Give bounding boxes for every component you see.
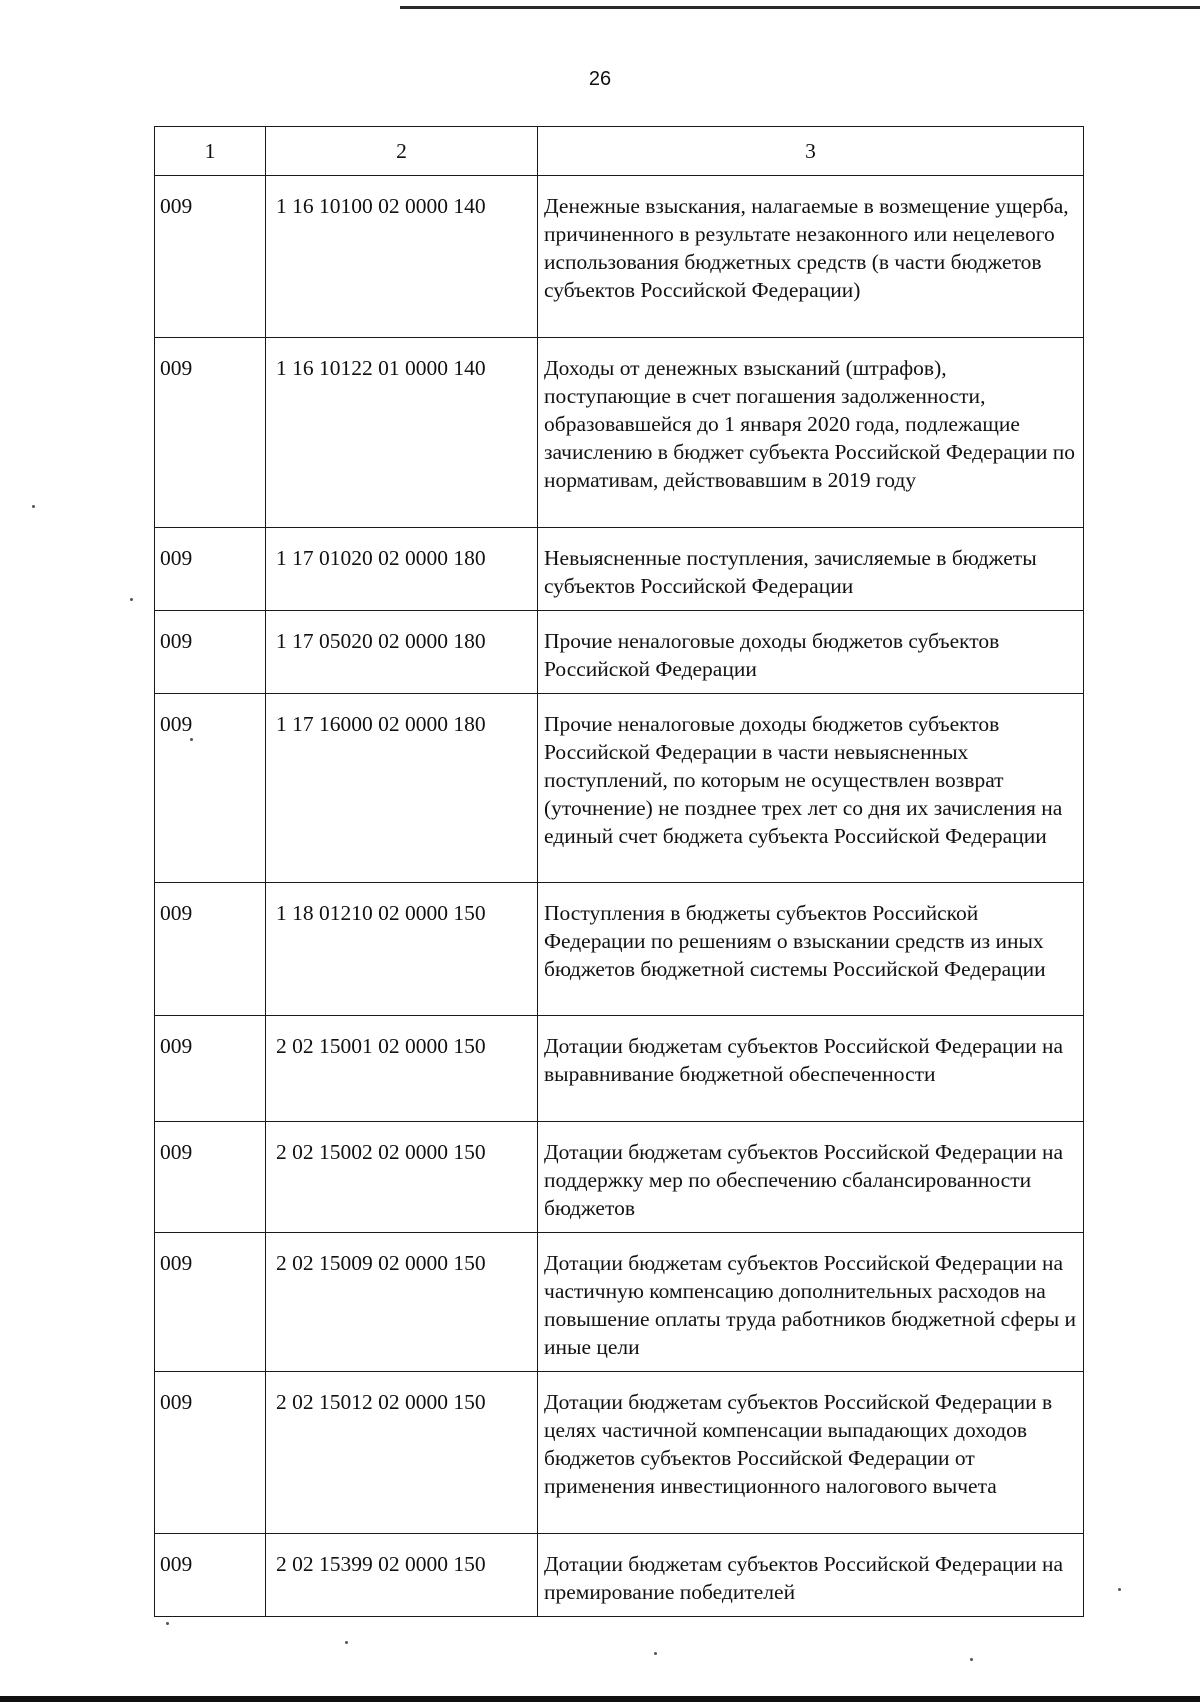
column-header-1: 1 — [155, 127, 266, 176]
budget-code-cell: 2 02 15012 02 0000 150 — [266, 1372, 538, 1534]
table-header-row — [155, 127, 1084, 176]
scan-speck — [345, 1641, 348, 1644]
budget-code-cell: 1 18 01210 02 0000 150 — [266, 883, 538, 1016]
agency-code-cell: 009 — [155, 694, 266, 883]
column-header-2: 2 — [266, 127, 538, 176]
table-row — [155, 528, 1084, 611]
page-number: 26 — [588, 68, 612, 90]
table-row — [155, 1233, 1084, 1372]
description-cell: Доходы от денежных взысканий (штрафов), поступающие в счет погашения задолженности, образовавшейся до 1 января 2020 года, подлежащие зачислению в бюджет субъекта Российской Федерации по нормативам, действовавшим в 2019 году — [538, 338, 1084, 528]
table-row — [155, 694, 1084, 883]
agency-code-cell: 009 — [155, 1016, 266, 1122]
agency-code-cell: 009 — [155, 176, 266, 338]
description-cell: Поступления в бюджеты субъектов Российской Федерации по решениям о взыскании средств из иных бюджетов бюджетной системы Российской Федерации — [538, 883, 1084, 1016]
agency-code-cell: 009 — [155, 1233, 266, 1372]
agency-code-cell: 009 — [155, 1122, 266, 1233]
scan-bottom-rule — [0, 1696, 1200, 1702]
agency-code-cell: 009 — [155, 611, 266, 694]
description-cell: Дотации бюджетам субъектов Российской Федерации на выравнивание бюджетной обеспеченности — [538, 1016, 1084, 1122]
income-codes-table — [154, 126, 1084, 1617]
description-cell: Дотации бюджетам субъектов Российской Федерации в целях частичной компенсации выпадающих доходов бюджетов субъектов Российской Федерации от применения инвестиционного налогового вычета — [538, 1372, 1084, 1534]
budget-code-cell: 1 16 10100 02 0000 140 — [266, 176, 538, 338]
table-row — [155, 883, 1084, 1016]
budget-code-cell: 2 02 15002 02 0000 150 — [266, 1122, 538, 1233]
scan-top-rule — [400, 6, 1200, 9]
table-row — [155, 1372, 1084, 1534]
table-row — [155, 1534, 1084, 1617]
scan-speck — [970, 1658, 973, 1661]
scan-speck — [1118, 1588, 1121, 1591]
description-cell: Дотации бюджетам субъектов Российской Федерации на поддержку мер по обеспечению сбалансированности бюджетов — [538, 1122, 1084, 1233]
scan-speck — [654, 1652, 657, 1655]
table-row — [155, 338, 1084, 528]
column-header-3: 3 — [538, 127, 1084, 176]
budget-code-cell: 1 17 16000 02 0000 180 — [266, 694, 538, 883]
budget-code-cell: 1 17 05020 02 0000 180 — [266, 611, 538, 694]
table-row — [155, 176, 1084, 338]
description-cell: Невыясненные поступления, зачисляемые в бюджеты субъектов Российской Федерации — [538, 528, 1084, 611]
description-cell: Дотации бюджетам субъектов Российской Федерации на премирование победителей — [538, 1534, 1084, 1617]
budget-code-cell: 1 17 01020 02 0000 180 — [266, 528, 538, 611]
table-row — [155, 611, 1084, 694]
table-row — [155, 1016, 1084, 1122]
description-cell: Прочие неналоговые доходы бюджетов субъектов Российской Федерации в части невыясненных поступлений, по которым не осуществлен возврат (уточнение) не позднее трех лет со дня их зачисления на единый счет бюджета субъекта Российской Федерации — [538, 694, 1084, 883]
scan-speck — [130, 598, 133, 601]
agency-code-cell: 009 — [155, 528, 266, 611]
budget-code-cell: 2 02 15399 02 0000 150 — [266, 1534, 538, 1617]
budget-code-cell: 1 16 10122 01 0000 140 — [266, 338, 538, 528]
description-cell: Денежные взыскания, налагаемые в возмещение ущерба, причиненного в результате незаконного или нецелевого использования бюджетных средств (в части бюджетов субъектов Российской Федерации) — [538, 176, 1084, 338]
budget-code-cell: 2 02 15001 02 0000 150 — [266, 1016, 538, 1122]
agency-code-cell: 009 — [155, 338, 266, 528]
agency-code-cell: 009 — [155, 1534, 266, 1617]
budget-code-cell: 2 02 15009 02 0000 150 — [266, 1233, 538, 1372]
scan-speck — [190, 738, 193, 741]
scan-speck — [32, 505, 35, 508]
description-cell: Прочие неналоговые доходы бюджетов субъектов Российской Федерации — [538, 611, 1084, 694]
scan-speck — [166, 1622, 169, 1625]
description-cell: Дотации бюджетам субъектов Российской Федерации на частичную компенсацию дополнительных расходов на повышение оплаты труда работников бюджетной сферы и иные цели — [538, 1233, 1084, 1372]
agency-code-cell: 009 — [155, 1372, 266, 1534]
table-row — [155, 1122, 1084, 1233]
agency-code-cell: 009 — [155, 883, 266, 1016]
